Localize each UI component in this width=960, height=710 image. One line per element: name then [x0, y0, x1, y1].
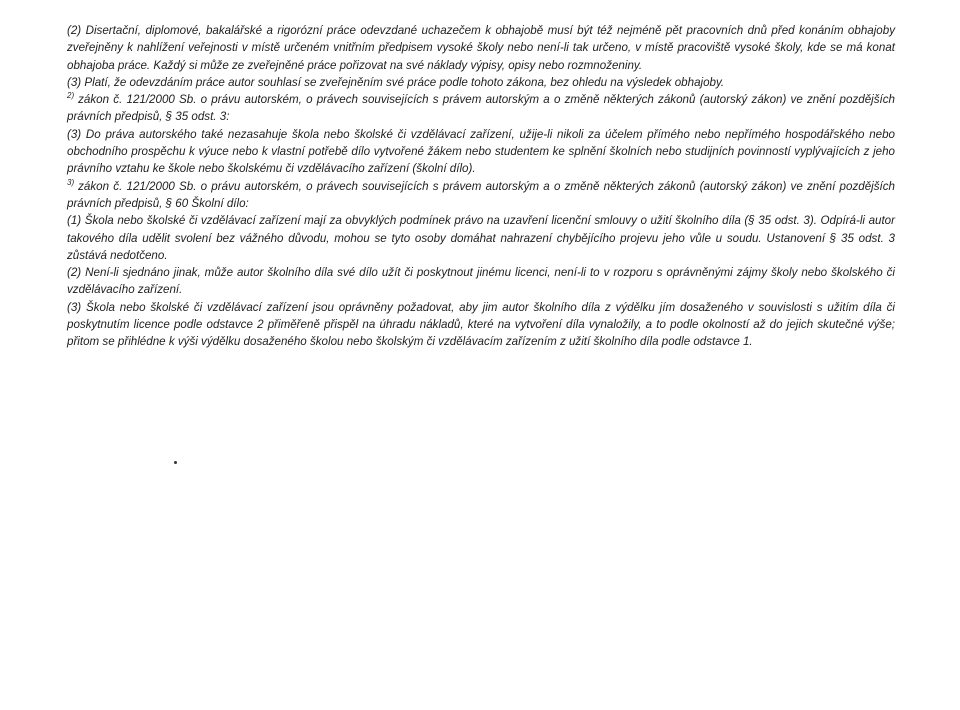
- paragraph-skolni-dilo: [67, 126, 895, 178]
- footnote-marker: 2): [67, 91, 75, 101]
- paragraph-licencni-smlouva: [67, 212, 895, 264]
- footnote-2: [67, 91, 895, 126]
- paragraph-uhrada-nakladu: [67, 299, 895, 351]
- paragraph-text: (2) Není-li sjednáno jinak, může autor školního díla své dílo užít či poskytnout jinému licenci, není-li to v rozporu s oprávněnými zájmy školy nebo školského či vzdělávacího zařízení.: [67, 266, 895, 297]
- paragraph-text: zákon č. 121/2000 Sb. o právu autorském, o právech souvisejících s právem autorským a o změně některých zákonů (autorský zákon) ve znění pozdějších právních předpisů, § 60 Školní dílo:: [67, 179, 895, 210]
- paragraph-text: (3) Platí, že odevzdáním práce autor souhlasí se zveřejněním své práce podle tohoto zákona, bez ohledu na výsledek obhajoby.: [67, 75, 725, 89]
- footnote-3: [67, 178, 895, 213]
- paragraph-souhlas-zverejneni: [67, 74, 895, 91]
- paragraph-text: (1) Škola nebo školské či vzdělávací zařízení mají za obvyklých podmínek právo na uzavření licenční smlouvy o užití školního díla (§ 35 odst. 3). Odpírá-li autor takového díla udělit svolení bez vážného důvodu, mohou se tyto osoby domáhat nahrazení chybějícího projevu jeho vůle u soudu. Ustanovení § 35 odst. 3 zůstává nedotčeno.: [67, 214, 895, 262]
- paragraph-disertacni-prace: [67, 22, 895, 74]
- paragraph-uziti-autorem: [67, 264, 895, 299]
- paragraph-text: (3) Škola nebo školské či vzdělávací zařízení jsou oprávněny požadovat, aby jim autor školního díla z výdělku jím dosaženého v souvislosti s užitím díla či poskytnutím licence podle odstavce 2 přiměřeně přispěl na úhradu nákladů, které na vytvoření díla vynaložily, a to podle okolností až do jejich skutečné výše; přitom se přihlédne k výši výdělku dosaženého školou nebo školským či vzdělávacím zařízením z užití školního díla podle odstavce 1.: [67, 300, 895, 349]
- document-body: [67, 22, 895, 351]
- paragraph-text: (3) Do práva autorského také nezasahuje škola nebo školské či vzdělávací zařízení, užije-li nikoli za účelem přímého nebo nepřímého hospodářského nebo obchodního prospěchu k výuce nebo k vlastní potřebě dílo vytvořené žákem nebo studentem ke splnění školních nebo studijních povinností vyplývajících z jeho právního vztahu ke škole nebo školskému či vzdělávacího zařízení (školní dílo).: [67, 127, 895, 176]
- paragraph-text: zákon č. 121/2000 Sb. o právu autorském, o právech souvisejících s právem autorským a o změně některých zákonů (autorský zákon) ve znění pozdějších právních předpisů, § 35 odst. 3:: [67, 93, 895, 124]
- paragraph-text: (2) Disertační, diplomové, bakalářské a rigorózní práce odevzdané uchazečem k obhajobě musí být též nejméně pět pracovních dnů před konáním obhajoby zveřejněny k nahlížení veřejnosti v místě určeném vnitřním předpisem vysoké školy nebo není-li tak určeno, v místě pracoviště vysoké školy, kde se má konat obhajoba práce. Každý si může ze zveřejněné práce pořizovat na své náklady výpisy, opisy nebo rozmnoženiny.: [67, 24, 895, 72]
- footnote-marker: 3): [67, 177, 75, 187]
- stray-dot: [174, 461, 177, 464]
